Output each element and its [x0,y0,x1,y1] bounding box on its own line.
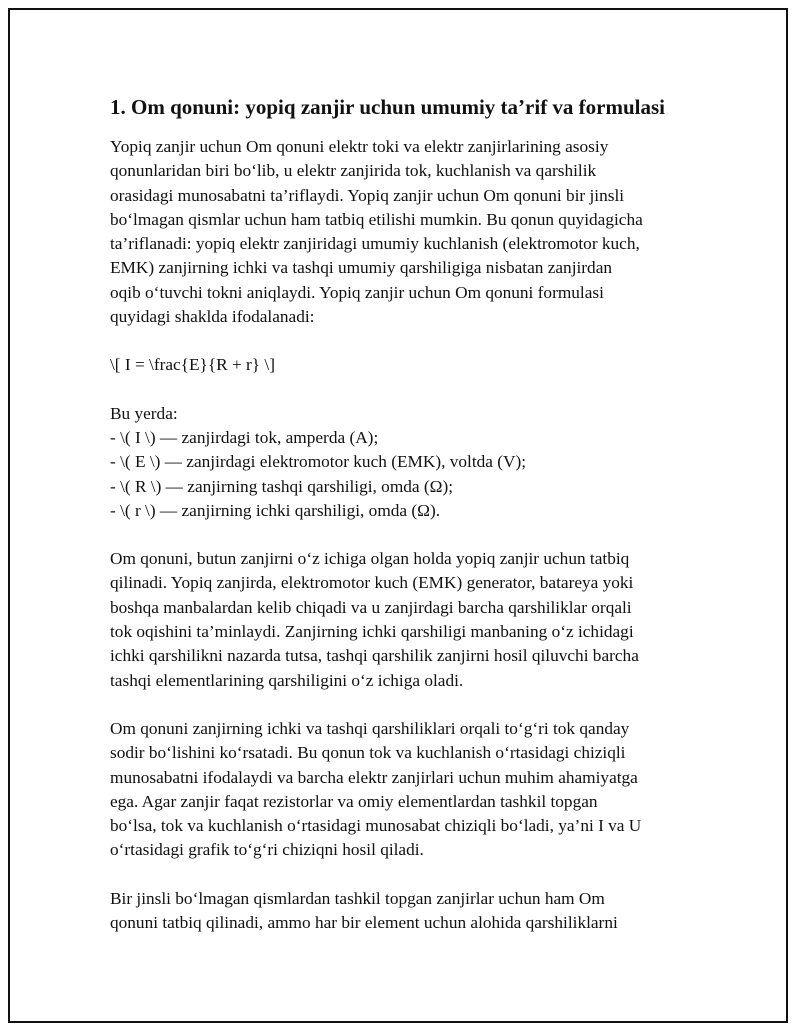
text-line: Om qonuni zanjirning ichki va tashqi qarshiliklari orqali to‘g‘ri tok qanday [110,718,630,738]
text-line: ega. Agar zanjir faqat rezistorlar va omiy elementlardan tashkil topgan [110,791,598,811]
section-heading: 1. Om qonuni: yopiq zanjir uchun umumiy ta’rif va formulasi [110,95,666,119]
text-line: qilinadi. Yopiq zanjirda, elektromotor kuch (EMK) generator, batareya yoki [110,573,634,593]
text-line: ichki qarshilikni nazarda tutsa, tashqi qarshilik zanjirni hosil qiluvchi barcha [110,646,639,666]
text-line: sodir bo‘lishini ko‘rsatadi. Bu qonun tok va kuchlanish o‘rtasidagi chiziqli [110,743,626,763]
text-line: tok oqishini ta’minlaydi. Zanjirning ichki qarshiligi manbaning o‘z ichidagi [110,622,634,642]
definition-item: - \( R \) — zanjirning tashqi qarshiligi, omda (Ω); [110,476,454,496]
definition-item: - \( r \) — zanjirning ichki qarshiligi, omda (Ω). [110,500,441,520]
text-line: Bir jinsli bo‘lmagan qismlardan tashkil topgan zanjirlar uchun ham Om [110,888,605,908]
text-line: ta’riflanadi: yopiq elektr zanjiridagi umumiy kuchlanish (elektromotor kuch, [110,234,640,254]
text-line: o‘rtasidagi grafik to‘g‘ri chiziqni hosil qiladi. [110,840,424,860]
intro-paragraph [110,135,700,329]
text-line: qonuni tatbiq qilinadi, ammo har bir element uchun alohida qarshiliklarni [110,913,618,933]
text-line: munosabatni ifodalaydi va barcha elektr zanjirlari uchun muhim ahamiyatga [110,767,638,787]
definition-item: - \( E \) — zanjirdagi elektromotor kuch (EMK), voltda (V); [110,452,527,472]
text-line: EMK) zanjirning ichki va tashqi umumiy qarshiligiga nisbatan zanjirdan [110,258,613,278]
text-line: bo‘lmagan qismlar uchun ham tatbiq etilishi mumkin. Bu qonun quyidagicha [110,209,643,229]
text-line: orasidagi munosabatni ta’riflaydi. Yopiq zanjir uchun Om qonuni bir jinsli [110,185,625,205]
text-line: tashqi elementlarining qarshiligini o‘z ichiga oladi. [110,670,464,690]
text-line: boshqa manbalardan kelib chiqadi va u zanjirdagi barcha qarshiliklar orqali [110,597,632,617]
formula-line: \[ I = \frac{E}{R + r} \] [110,355,275,375]
definitions-list [110,402,700,523]
text-line: oqib o‘tuvchi tokni aniqlaydi. Yopiq zanjir uchun Om qonuni formulasi [110,282,604,302]
text-line: quyidagi shaklda ifodalanadi: [110,307,315,327]
definitions-title: Bu yerda: [110,403,178,423]
paragraph-2 [110,547,700,693]
text-line: qonunlaridan biri bo‘lib, u elektr zanjirida tok, kuchlanish va qarshilik [110,161,597,181]
document-body [110,92,700,935]
paragraph-3 [110,717,700,863]
text-line: Om qonuni, butun zanjirni o‘z ichiga olgan holda yopiq zanjir uchun tatbiq [110,549,630,569]
paragraph-4 [110,887,700,936]
text-line: bo‘lsa, tok va kuchlanish o‘rtasidagi munosabat chiziqli bo‘ladi, ya’ni I va U [110,816,642,836]
text-line: Yopiq zanjir uchun Om qonuni elektr toki va elektr zanjirlarining asosiy [110,137,609,156]
definition-item: - \( I \) — zanjirdagi tok, amperda (A); [110,427,379,447]
